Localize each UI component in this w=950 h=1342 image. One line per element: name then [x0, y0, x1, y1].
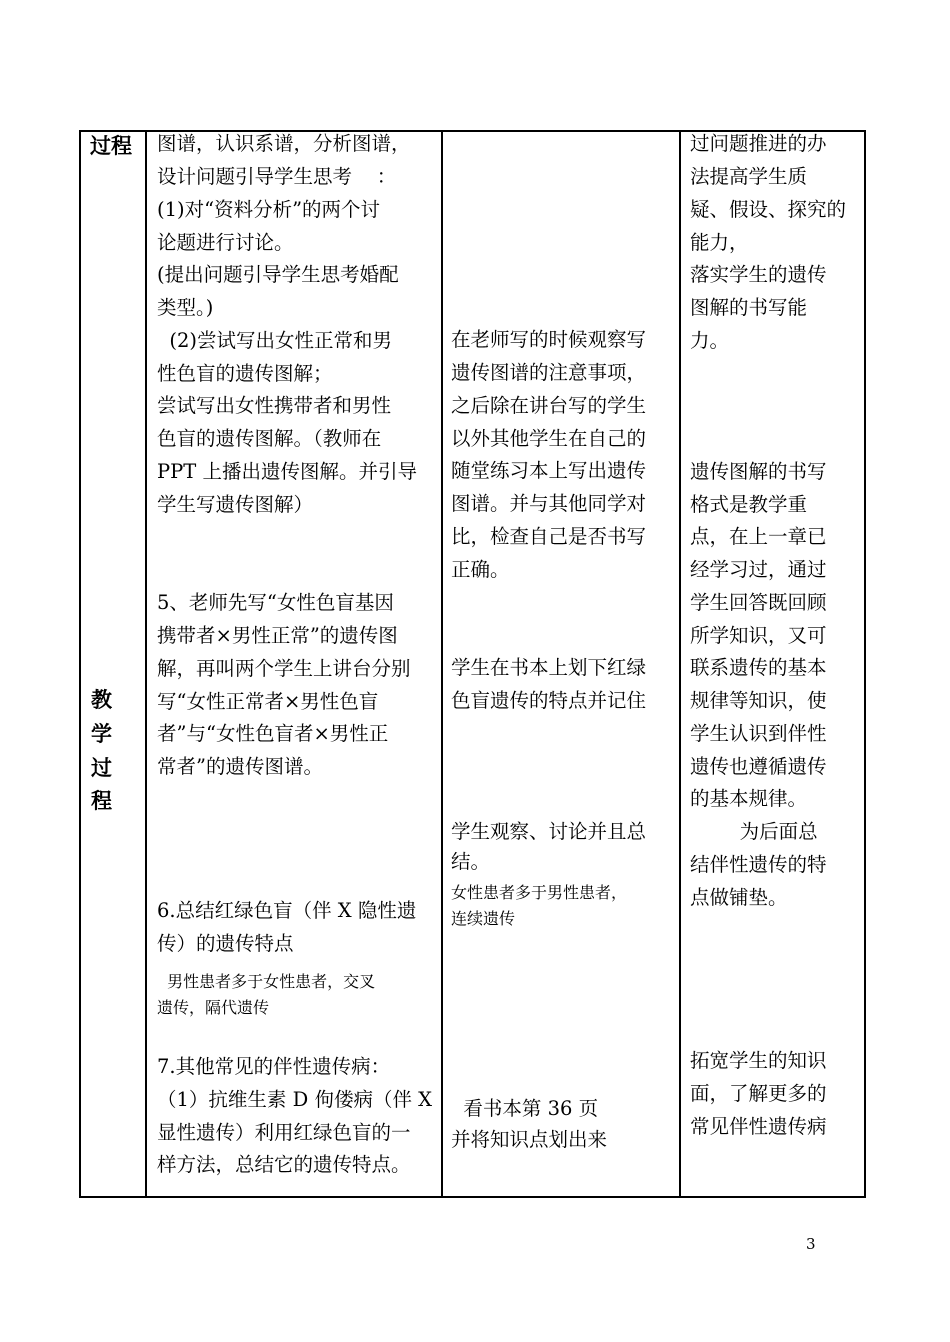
teacher-line: 设计问题引导学生思考 ： — [157, 165, 397, 188]
page-number: 3 — [806, 1235, 816, 1253]
teacher-line: 者”与“女性色盲者×男性正 — [157, 722, 389, 745]
teacher-line: 7.其他常见的伴性遗传病： — [157, 1055, 391, 1078]
student-line: 遗传图谱的注意事项， — [451, 361, 647, 384]
student-line: 看书本第 36 页 — [451, 1097, 599, 1120]
teacher-note: 遗传，隔代遗传 — [157, 998, 270, 1017]
teacher-line: 图谱，认识系谱，分析图谱， — [157, 132, 411, 155]
purpose-line: 的基本规律。 — [690, 787, 808, 810]
teacher-line: （1）抗维生素 D 佝偻病（伴 X — [157, 1088, 433, 1111]
teacher-line: 传）的遗传特点 — [157, 932, 294, 955]
teacher-line: 5、老师先写“女性色盲基因 — [157, 591, 394, 614]
table-border-left — [79, 130, 81, 1197]
teacher-line: 尝试写出女性携带者和男性 — [157, 394, 392, 417]
student-note: 连续遗传 — [451, 909, 516, 928]
purpose-line: 结伴性遗传的特 — [690, 853, 827, 876]
purpose-line: 学生认识到伴性 — [690, 722, 827, 745]
student-line: 随堂练习本上写出遗传 — [451, 459, 647, 482]
purpose-line: 图解的书写能 — [690, 296, 808, 319]
teacher-line: 显性遗传）利用红绿色盲的一 — [157, 1121, 411, 1144]
teacher-line: 写“女性正常者×男性色盲 — [157, 690, 379, 713]
table-border-right — [864, 130, 866, 1197]
table-divider-3 — [679, 130, 681, 1197]
student-line: 学生观察、讨论并且总 — [451, 820, 647, 843]
teacher-line: 论题进行讨论。 — [157, 231, 294, 254]
table-divider-2 — [441, 130, 443, 1197]
purpose-line: 法提高学生质 — [690, 165, 808, 188]
purpose-line: 格式是教学重 — [690, 493, 808, 516]
purpose-line: 所学知识，又可 — [690, 624, 827, 647]
teacher-line: (1)对“资料分析”的两个讨 — [157, 198, 381, 221]
teacher-line: PPT 上播出遗传图解。并引导 — [157, 460, 417, 483]
purpose-line: 规律等知识，使 — [690, 689, 827, 712]
purpose-line: 疑、假设、探究的 — [690, 198, 847, 221]
teacher-line: 解，再叫两个学生上讲台分别 — [157, 657, 411, 680]
teacher-note: 男性患者多于女性患者，交叉 — [157, 972, 376, 991]
row-label-vertical-1: 教 — [91, 687, 112, 712]
teacher-line: (2)尝试写出女性正常和男 — [157, 329, 393, 352]
student-line: 比，检查自己是否书写 — [451, 525, 647, 548]
purpose-line: 力。 — [690, 329, 730, 352]
student-line: 正确。 — [451, 558, 510, 581]
purpose-line: 经学习过，通过 — [690, 558, 827, 581]
student-line: 结。 — [451, 850, 491, 873]
table-divider-1 — [145, 130, 147, 1197]
purpose-line: 落实学生的遗传 — [690, 263, 827, 286]
row-label-vertical-2: 学 — [91, 721, 112, 746]
row-label-vertical-4: 程 — [91, 788, 112, 813]
student-line: 学生在书本上划下红绿 — [451, 656, 647, 679]
purpose-line: 点，在上一章已 — [690, 525, 827, 548]
purpose-line: 常见伴性遗传病 — [690, 1115, 827, 1138]
student-line: 之后除在讲台写的学生 — [451, 394, 647, 417]
table-border-bottom — [79, 1196, 866, 1198]
teacher-line: 携带者×男性正常”的遗传图 — [157, 624, 398, 647]
purpose-line: 点做铺垫。 — [690, 886, 788, 909]
teacher-line: 6.总结红绿色盲（伴 X 隐性遗 — [157, 899, 417, 922]
purpose-line: 学生回答既回顾 — [690, 591, 827, 614]
purpose-line: 遗传图解的书写 — [690, 460, 827, 483]
teacher-line: (提出问题引导学生思考婚配 — [157, 263, 399, 286]
teacher-line: 常者”的遗传图谱。 — [157, 755, 323, 778]
row-label-top: 过程 — [90, 133, 132, 158]
purpose-line: 为后面总 — [690, 820, 818, 843]
teacher-line: 类型。) — [157, 296, 214, 319]
student-line: 以外其他学生在自己的 — [451, 427, 647, 450]
student-note: 女性患者多于男性患者， — [451, 883, 628, 902]
teacher-line: 性色盲的遗传图解； — [157, 362, 333, 385]
student-line: 并将知识点划出来 — [451, 1128, 608, 1151]
row-label-vertical-3: 过 — [91, 755, 112, 780]
teacher-line: 色盲的遗传图解。（教师在 — [157, 427, 382, 450]
purpose-line: 联系遗传的基本 — [690, 656, 827, 679]
student-line: 在老师写的时候观察写 — [451, 328, 647, 351]
student-line: 图谱。并与其他同学对 — [451, 492, 647, 515]
teacher-line: 样方法，总结它的遗传特点。 — [157, 1153, 411, 1176]
student-line: 色盲遗传的特点并记住 — [451, 689, 647, 712]
teacher-line: 学生写遗传图解） — [157, 493, 314, 516]
purpose-line: 面，了解更多的 — [690, 1082, 827, 1105]
purpose-line: 遗传也遵循遗传 — [690, 755, 827, 778]
purpose-line: 过问题推进的办 — [690, 132, 827, 155]
purpose-line: 拓宽学生的知识 — [690, 1049, 827, 1072]
purpose-line: 能力， — [690, 231, 749, 254]
